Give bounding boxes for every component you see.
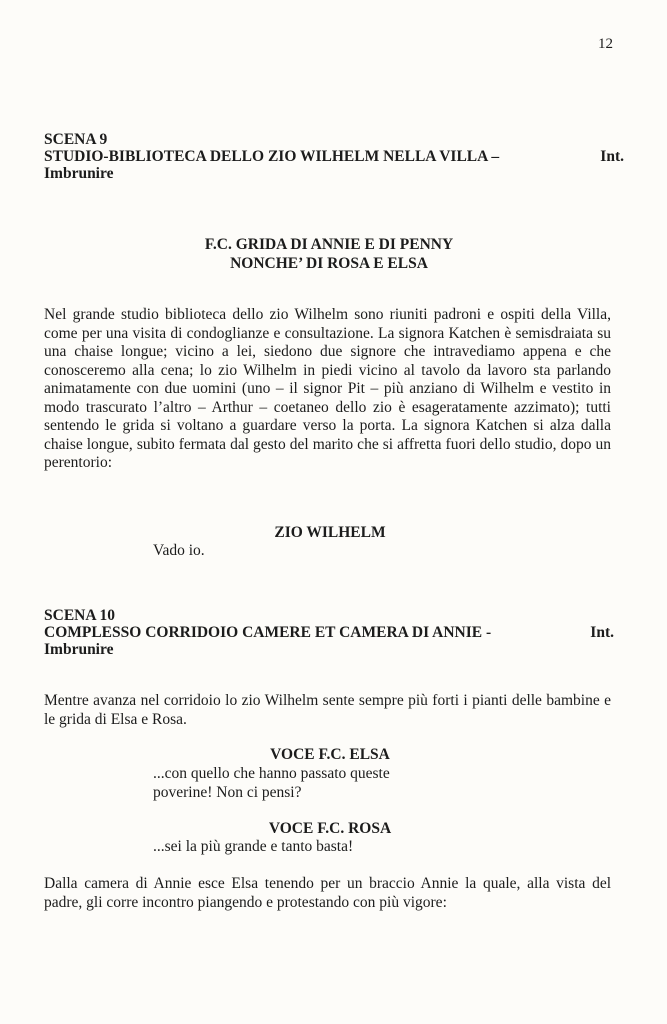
speaker-zio-wilhelm: ZIO WILHELM bbox=[274, 524, 386, 541]
scene-9-location-text: STUDIO-BIBLIOTECA DELLO ZIO WILHELM NELLA VILLA – bbox=[44, 148, 500, 165]
scene-9-heading-block bbox=[44, 131, 624, 182]
scene-10-location-text: COMPLESSO CORRIDOIO CAMERE ET CAMERA DI ANNIE - bbox=[44, 624, 492, 641]
scene-10-description: Mentre avanza nel corridoio lo zio Wilhelm sente sempre più forti i pianti delle bambine e le grida di Elsa e Rosa. bbox=[44, 692, 611, 728]
scene-9-time: Imbrunire bbox=[44, 165, 114, 182]
scene-9-description: Nel grande studio biblioteca dello zio Wilhelm sono riuniti padroni e ospiti della Villa, come per una visita di condoglianze e consultazione. La signora Katchen è semisdraiata su una chaise longue; vicino a lei, siedono due signore che intravediamo appena e che conosceremo alla cena; lo zio Wilhelm in piedi vicino al tavolo da lavoro sta parlando animatamente con due uomini (uno – il signor Pit – più anziano di Wilhelm e vestito in modo trascurato l’altro – Arthur – coetaneo dello zio è esageratamente azzimato); tutti sentendo le grida si voltano a guardare verso la porta. La signora Katchen si alza dalla chaise longue, subito fermata dal gesto del marito che si affretta fuori dello studio, dopo un perentorio: bbox=[44, 306, 611, 471]
scene-9-int-label: Int. bbox=[600, 148, 624, 165]
offscreen-cue-line-1: F.C. GRIDA DI ANNIE E DI PENNY bbox=[204, 236, 454, 253]
offscreen-cue-line-2: NONCHE’ DI ROSA E ELSA bbox=[230, 255, 428, 272]
page-number: 12 bbox=[598, 36, 613, 52]
scene-10-heading-block bbox=[44, 607, 624, 658]
dialogue-rosa: ...sei la più grande e tanto basta! bbox=[153, 838, 354, 855]
speaker-voce-rosa: VOCE F.C. ROSA bbox=[268, 820, 392, 837]
scene-10-title: SCENA 10 bbox=[44, 607, 116, 624]
scene-10-location bbox=[44, 624, 614, 641]
dialogue-elsa-line-1: ...con quello che hanno passato queste bbox=[153, 765, 390, 782]
dialogue-elsa-line-2: poverine! Non ci pensi? bbox=[153, 783, 302, 801]
scene-10-description-2: Dalla camera di Annie esce Elsa tenendo per un braccio Annie la quale, alla vista del padre, gli corre incontro piangendo e protestando con più vigore: bbox=[44, 875, 611, 911]
speaker-voce-elsa: VOCE F.C. ELSA bbox=[270, 746, 390, 763]
dialogue-elsa bbox=[153, 765, 390, 802]
scene-9-title: SCENA 9 bbox=[44, 131, 108, 148]
scene-10-time: Imbrunire bbox=[44, 641, 114, 658]
scene-9-location bbox=[44, 148, 624, 165]
scene-10-int-label: Int. bbox=[590, 624, 614, 641]
dialogue-zio-wilhelm: Vado io. bbox=[153, 542, 205, 559]
scene-9-offscreen-cue bbox=[44, 235, 614, 273]
